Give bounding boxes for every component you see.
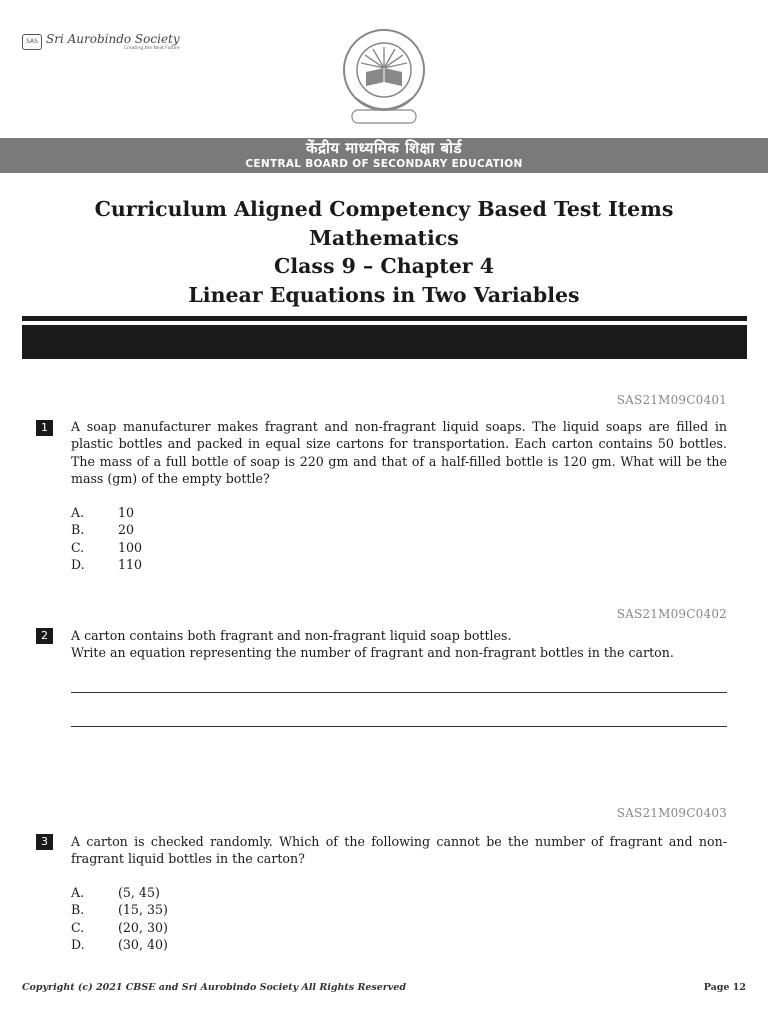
question-text-line: Write an equation representing the number of fragrant and non-fragrant bottles in the carton. xyxy=(71,645,674,661)
option-label: C. xyxy=(71,539,85,555)
question-code: SAS21M09C0401 xyxy=(616,393,727,407)
page-number: Page 12 xyxy=(703,982,746,993)
question-number: 3 xyxy=(36,834,53,850)
title-class-chapter: Class 9 – Chapter 4 xyxy=(274,254,494,278)
document-title xyxy=(0,195,768,309)
option-label: B. xyxy=(71,522,85,538)
option-value: 100 xyxy=(118,539,143,555)
society-emblem-icon: SAS xyxy=(22,34,42,50)
question-number: 2 xyxy=(36,628,53,644)
society-tagline: Creating the Next Future xyxy=(124,46,180,51)
option xyxy=(71,901,168,918)
option-value: 10 xyxy=(118,505,135,520)
option-value: 20 xyxy=(118,522,135,538)
board-name xyxy=(0,138,768,173)
sri-aurobindo-society-logo xyxy=(22,33,180,51)
option-label: C. xyxy=(71,919,85,935)
copyright-notice: Copyright (c) 2021 CBSE and Sri Aurobindo Society All Rights Reserved xyxy=(22,982,406,993)
cbse-emblem-icon xyxy=(338,28,430,128)
option xyxy=(71,884,168,901)
answer-line[interactable] xyxy=(71,726,727,727)
option-label: B. xyxy=(71,902,85,918)
question-text-line: A carton contains both fragrant and non-fragrant liquid soap bottles. xyxy=(71,628,512,643)
option xyxy=(71,539,142,556)
option-value: (20, 30) xyxy=(118,919,168,935)
option-label: A. xyxy=(71,885,85,900)
answer-line[interactable] xyxy=(71,692,727,693)
question-text xyxy=(71,627,727,662)
divider-rule xyxy=(22,316,747,321)
option xyxy=(71,556,142,573)
board-name-english: CENTRAL BOARD OF SECONDARY EDUCATION xyxy=(245,158,523,170)
title-line-1: Curriculum Aligned Competency Based Test Items xyxy=(94,197,674,221)
option-label: D. xyxy=(71,936,85,952)
question-code: SAS21M09C0403 xyxy=(616,806,727,820)
title-subject: Mathematics xyxy=(309,225,459,250)
option xyxy=(71,919,168,936)
option-value: 110 xyxy=(118,556,143,572)
question-text: A carton is checked randomly. Which of the following cannot be the number of fragrant and non-fragrant liquid bottles in the carton? xyxy=(71,834,727,867)
society-name: Sri Aurobindo Society xyxy=(46,32,180,46)
option xyxy=(71,521,142,538)
question-text: A soap manufacturer makes fragrant and non-fragrant liquid soaps. The liquid soaps are filled in plastic bottles and packed in equal size cartons for transportation. Each carton contains 50 bottles. The mass of a full bottle of soap is 220 gm and that of a half-filled bottle is 120 gm. What will be the mass (gm) of the empty bottle? xyxy=(71,419,727,486)
option-value: (5, 45) xyxy=(118,885,160,900)
option-label: A. xyxy=(71,505,85,520)
option xyxy=(71,504,142,521)
question-code: SAS21M09C0402 xyxy=(616,607,727,621)
question-number: 1 xyxy=(36,420,53,436)
board-name-hindi: केंद्रीय माध्यमिक शिक्षा बोर्ड xyxy=(305,139,462,157)
option-list xyxy=(71,884,168,953)
option xyxy=(71,936,168,953)
option-value: (30, 40) xyxy=(118,936,168,952)
option-list xyxy=(71,504,142,573)
option-label: D. xyxy=(71,556,85,572)
title-chapter-name: Linear Equations in Two Variables xyxy=(188,282,580,307)
section-band xyxy=(22,325,747,359)
option-value: (15, 35) xyxy=(118,902,168,918)
